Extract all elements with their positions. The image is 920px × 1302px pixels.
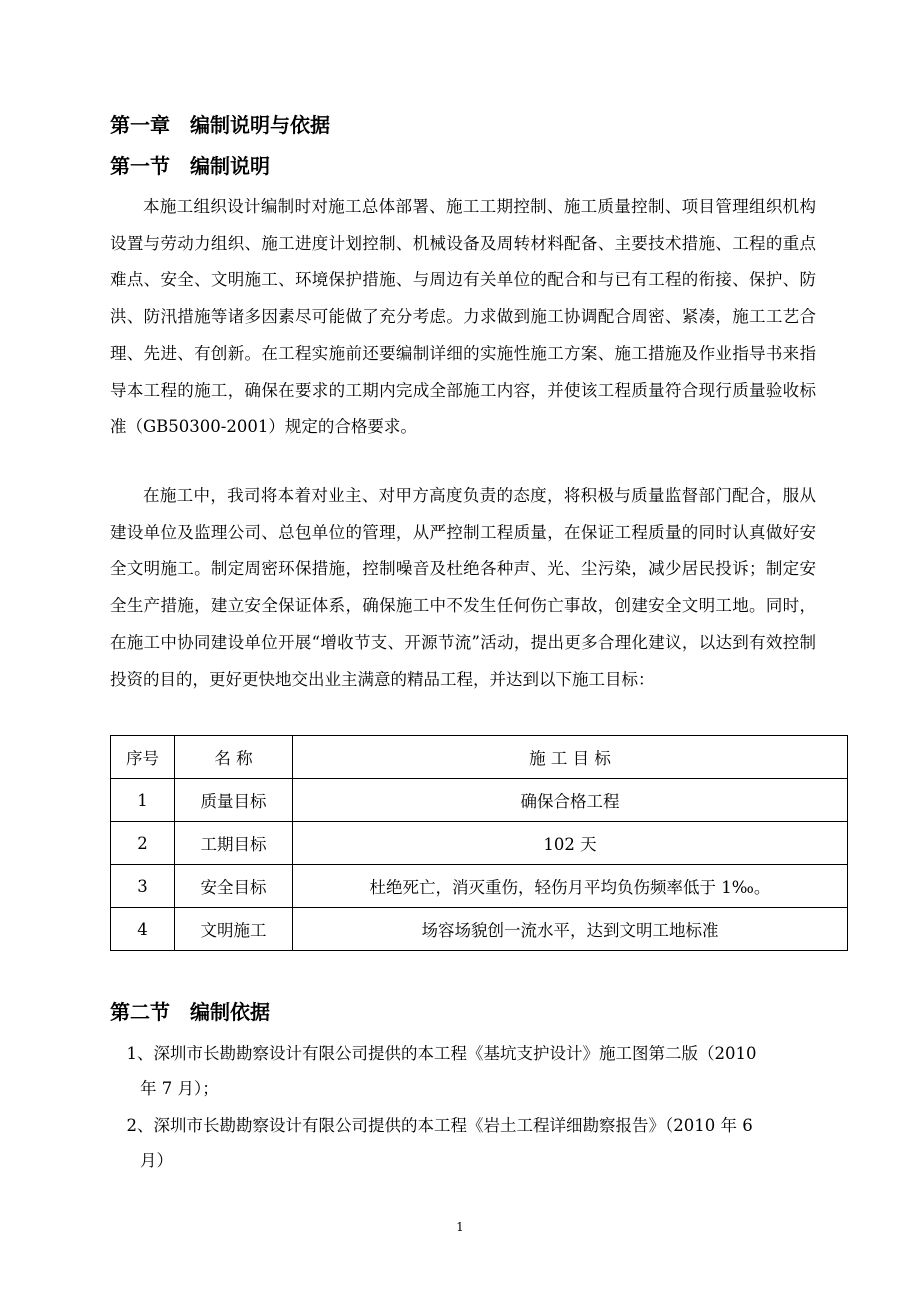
chapter-title: 第一章 编制说明与依据 xyxy=(110,113,330,137)
basis-item-1-line2: 年 7 月）； xyxy=(140,1079,219,1098)
basis-item-2-line2: 月） xyxy=(140,1151,173,1170)
table-cell: 确保合格工程 xyxy=(293,779,848,822)
table-cell: 4 xyxy=(111,908,175,951)
table-cell: 安全目标 xyxy=(175,865,293,908)
paragraph-intro: 本施工组织设计编制时对施工总体部署、施工工期控制、施工质量控制、项目管理组织机构设置与劳动力组织、施工进度计划控制、机械设备及周转材料配备、主要技术措施、工程的重点难点、安全、文明施工、环境保护措施、与周边有关单位的配合和与已有工程的衔接、保护、防洪、防汛措施等诸多因素尽可能做了充分考虑。力求做到施工协调配合周密、紧凑，施工工艺合理、先进、有创新。在工程实施前还要编制详细的实施性施工方案、施工措施及作业指导书来指导本工程的施工，确保在要求的工期内完成全部施工内容，并使该工程质量符合现行质量验收标准（GB50300-2001）规定的合格要求。 xyxy=(110,197,816,437)
table-cell: 1 xyxy=(111,779,175,822)
table-header-cell: 施 工 目 标 xyxy=(293,736,848,779)
table-cell: 文明施工 xyxy=(175,908,293,951)
basis-item-2-line1: 2、深圳市长勘勘察设计有限公司提供的本工程《岩土工程详细勘察报告》（2010 年 6 xyxy=(126,1116,753,1135)
table-cell: 102 天 xyxy=(293,822,848,865)
table-row xyxy=(111,865,848,908)
table-row xyxy=(111,908,848,951)
table-cell: 2 xyxy=(111,822,175,865)
table-header-cell: 序号 xyxy=(111,736,175,779)
table-cell: 场容场貌创一流水平，达到文明工地标准 xyxy=(293,908,848,951)
table-row xyxy=(111,779,848,822)
table-cell: 3 xyxy=(111,865,175,908)
table-cell: 质量目标 xyxy=(175,779,293,822)
table-row xyxy=(111,822,848,865)
basis-item-1-line1: 1、深圳市长勘勘察设计有限公司提供的本工程《基坑支护设计》施工图第二版（2010 xyxy=(126,1044,757,1063)
table-cell: 工期目标 xyxy=(175,822,293,865)
table-header-cell: 名 称 xyxy=(175,736,293,779)
section-title-1: 第一节 编制说明 xyxy=(110,154,270,178)
goals-table xyxy=(110,735,848,951)
page-number: 1 xyxy=(456,1220,464,1234)
table-cell: 杜绝死亡，消灭重伤，轻伤月平均负伤频率低于 1‰。 xyxy=(293,865,848,908)
table-header-row xyxy=(111,736,848,779)
paragraph-goals: 在施工中，我司将本着对业主、对甲方高度负责的态度，将积极与质量监督部门配合，服从建设单位及监理公司、总包单位的管理，从严控制工程质量，在保证工程质量的同时认真做好安全文明施工。制定周密环保措施，控制噪音及杜绝各种声、光、尘污染，减少居民投诉；制定安全生产措施，建立安全保证体系，确保施工中不发生任何伤亡事故，创建安全文明工地。同时，在施工中协同建设单位开展“增收节支、开源节流”活动，提出更多合理化建议，以达到有效控制投资的目的，更好更快地交出业主满意的精品工程，并达到以下施工目标： xyxy=(110,486,816,689)
section-title-2: 第二节 编制依据 xyxy=(110,1000,270,1024)
